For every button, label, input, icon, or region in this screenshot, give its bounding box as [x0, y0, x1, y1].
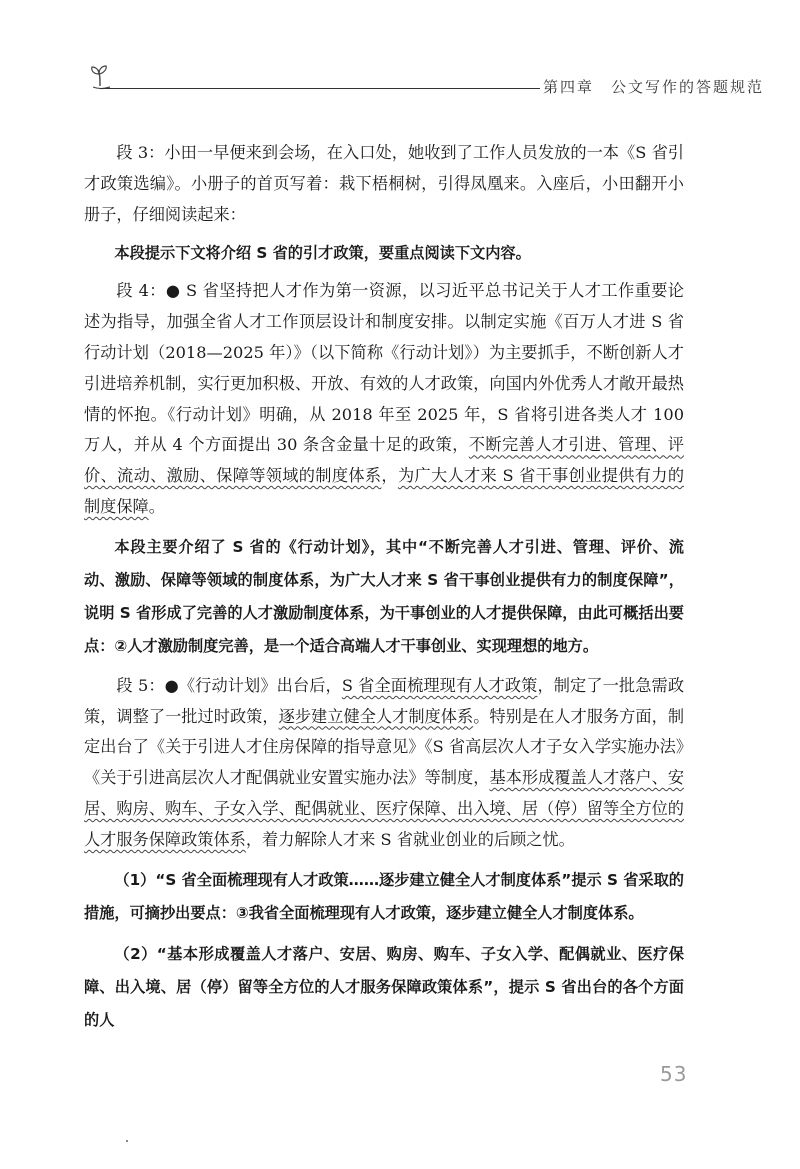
annotation-note-1: 本段提示下文将介绍 S 省的引才政策，要重点阅读下文内容。: [114, 244, 531, 263]
scan-speck: [126, 1140, 128, 1142]
underlined-phrase: 不断完善人才引进、管理、评价、流动、激励、保障等领域的制度体系: [84, 435, 684, 486]
paragraph-5-text: 段 5：●《行动计划》出台后，: [116, 675, 342, 695]
underlined-phrase: 逐步建立健全人才制度体系: [278, 706, 474, 726]
underlined-phrase: 为广大人才来 S 省干事创业提供有力的制度保障: [84, 466, 685, 516]
underlined-phrase: S 省全面梳理现有人才政策: [341, 675, 538, 695]
paragraph-4-text: 段 4：● S 省坚持把人才作为第一资源，以习近平总书记关于人才工作重要论述为指导，加强全省人才工作顶层设计和制度安排。以制定实施《百万人才进 S 省行动计划（2018—2025 年）》（以下简称《行动计划》）为主要抓手，不断创新人才引进培养机制，实行更加积极、开放、有效的人才政策，向国内外优秀人才敞开最热情的怀抱。《行动计划》明确，从 2018 年至 2025 年，S 省将引进各类人才 100 万人，并从 4 个方面提出 30 条含金量十足的政策，: [84, 281, 684, 455]
paragraph-5-text: ，制定了一批急需政策，调整了一批过时政策，: [84, 675, 685, 726]
chapter-title: 第四章 公文写作的答题规范: [543, 78, 765, 96]
paragraph-4-text: 。: [148, 496, 165, 516]
paragraph-4-text: ，: [381, 466, 398, 486]
paragraph-5-text: ，着力解除人才来 S 省就业创业的后顾之忧。: [245, 829, 575, 849]
underlined-phrase: 基本形成覆盖人才落户、安居、购房、购车、子女入学、配偶就业、医疗保障、出入境、居（停）留等全方位的人才服务保障政策体系: [84, 768, 685, 849]
paragraph-5: [84, 671, 684, 856]
page-body: [84, 138, 684, 1045]
header-rule: [100, 88, 540, 89]
paragraph-5-text: 。特别是在人才服务方面，制定出台了《关于引进人才住房保障的指导意见》《S 省高层次人才子女入学实施办法》《关于引进高层次人才配偶就业安置实施办法》等制度，: [84, 706, 685, 788]
paragraph-4: [84, 276, 684, 522]
annotation-note-2: 本段主要介绍了 S 省的《行动计划》，其中“不断完善人才引进、管理、评价、流动、激励、保障等领域的制度体系，为广大人才来 S 省干事创业提供有力的制度保障”，说明 S 省形成了完善的人才激励制度体系，为干事创业的人才提供保障，由此可概括出要点：②人才激励制度完善，是一个适合高端人才干事创业、实现理想的地方。: [84, 537, 684, 655]
paragraph-3: 段 3：小田一早便来到会场，在入口处，她收到了工作人员发放的一本《S 省引才政策选编》。小册子的首页写着：栽下梧桐树，引得凤凰来。入座后，小田翻开小册子，仔细阅读起来：: [84, 143, 684, 224]
running-header: [88, 62, 765, 98]
page-number: 53: [660, 1062, 688, 1086]
annotation-note-4: （2）“基本形成覆盖人才落户、安居、购房、购车、子女入学、配偶就业、医疗保障、出入境、居（停）留等全方位的人才服务保障政策体系”，提示 S 省出台的各个方面的人: [84, 944, 684, 1029]
annotation-note-3: （1）“S 省全面梳理现有人才政策……逐步建立健全人才制度体系”提示 S 省采取的措施，可摘抄出要点：③我省全面梳理现有人才政策，逐步建立健全人才制度体系。: [84, 870, 684, 922]
